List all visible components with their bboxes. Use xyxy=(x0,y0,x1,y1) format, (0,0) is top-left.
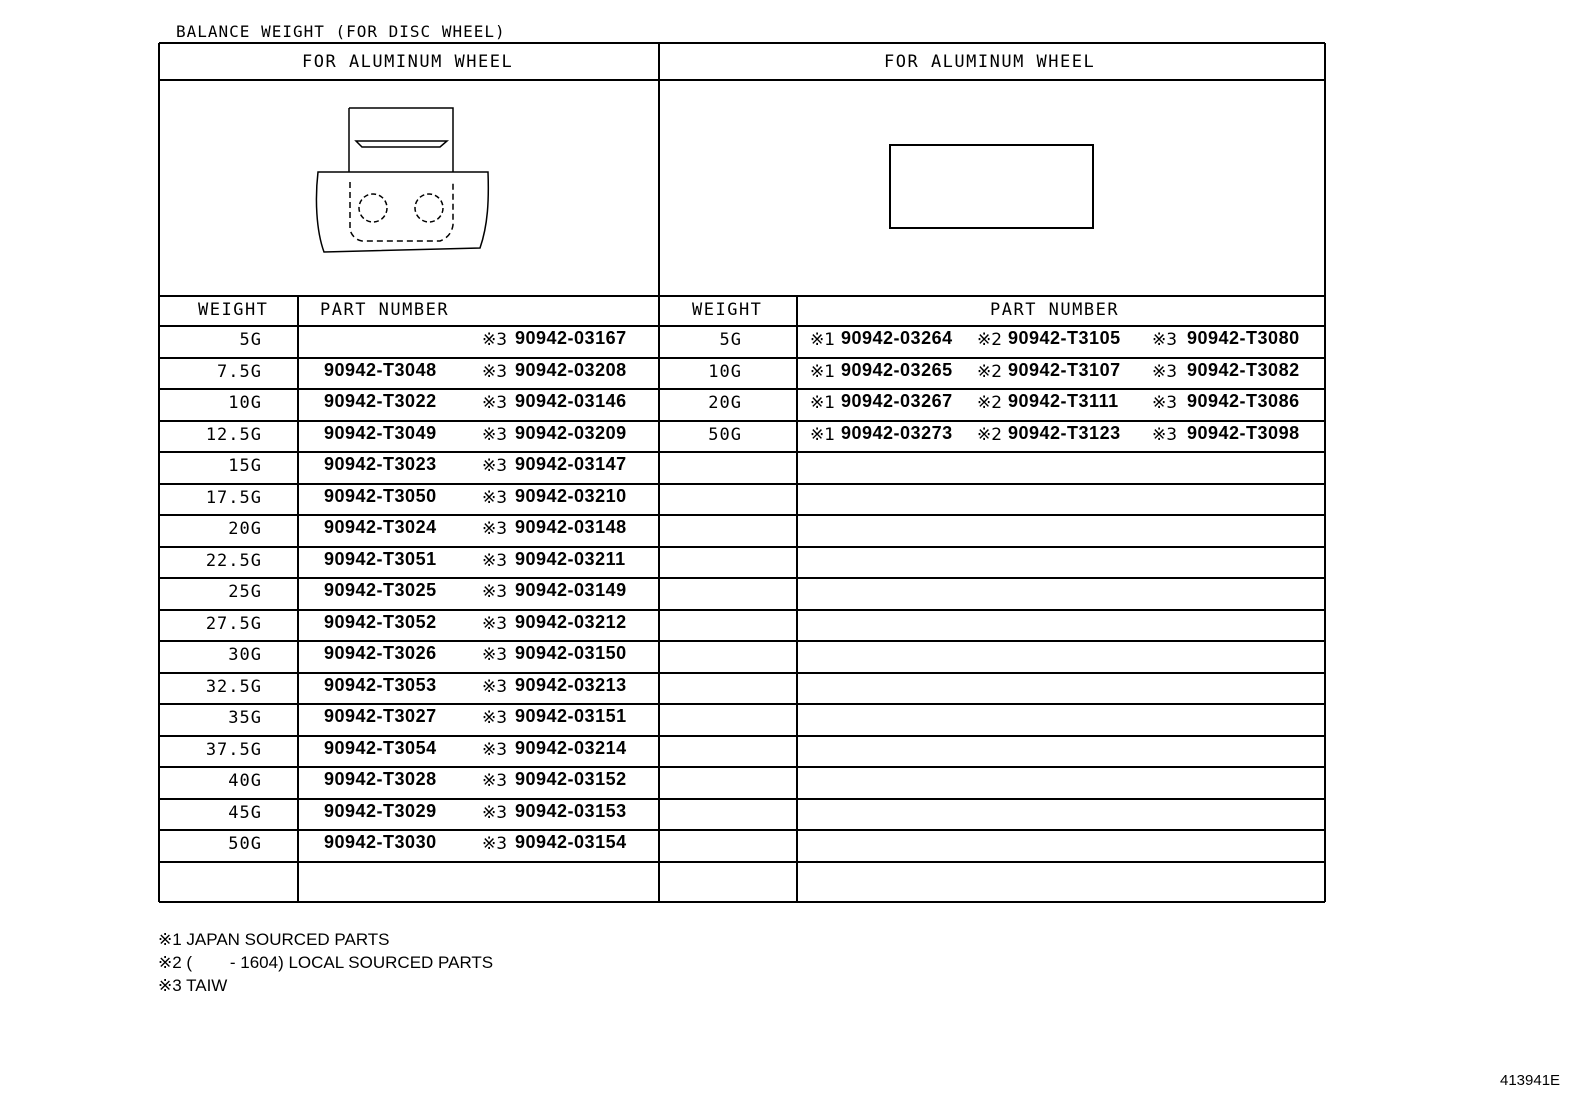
left-row-note-mark: ※3 xyxy=(482,551,508,571)
left-row-weight: 32.5G xyxy=(205,677,262,697)
right-row-note-mark-3: ※3 xyxy=(1152,330,1178,350)
left-row-note-mark: ※3 xyxy=(482,645,508,665)
left-row-note-mark: ※3 xyxy=(482,488,508,508)
left-row-alt-part-number: 90942-03213 xyxy=(515,675,627,695)
left-row-note-mark: ※3 xyxy=(482,834,508,854)
clip-on-weight-illustration xyxy=(316,108,488,252)
left-row-weight: 15G xyxy=(228,456,262,476)
right-col-part-header: PART NUMBER xyxy=(990,300,1120,320)
left-row-weight: 17.5G xyxy=(205,488,262,508)
left-row-part-number: 90942-T3028 xyxy=(324,769,437,789)
right-row-part-number-3: 90942-T3086 xyxy=(1187,391,1300,411)
left-row-note-mark: ※3 xyxy=(482,740,508,760)
left-row-weight: 37.5G xyxy=(205,740,262,760)
left-row-part-number: 90942-T3023 xyxy=(324,454,437,474)
left-row-alt-part-number: 90942-03151 xyxy=(515,706,627,726)
right-row-weight: 10G xyxy=(708,362,742,382)
right-row-note-mark-3: ※3 xyxy=(1152,393,1178,413)
left-row-alt-part-number: 90942-03210 xyxy=(515,486,627,506)
left-row-weight: 40G xyxy=(228,771,262,791)
left-row-note-mark: ※3 xyxy=(482,677,508,697)
left-row-alt-part-number: 90942-03208 xyxy=(515,360,627,380)
left-row-part-number: 90942-T3050 xyxy=(324,486,437,506)
diagram-title: BALANCE WEIGHT (FOR DISC WHEEL) xyxy=(176,22,506,41)
left-row-alt-part-number: 90942-03209 xyxy=(515,423,627,443)
right-row-part-number-3: 90942-T3080 xyxy=(1187,328,1300,348)
right-row-part-number-2: 90942-T3107 xyxy=(1008,360,1121,380)
left-row-alt-part-number: 90942-03149 xyxy=(515,580,627,600)
left-row-note-mark: ※3 xyxy=(482,771,508,791)
left-row-note-mark: ※3 xyxy=(482,614,508,634)
left-row-alt-part-number: 90942-03214 xyxy=(515,738,627,758)
left-row-weight: 25G xyxy=(228,582,262,602)
left-row-alt-part-number: 90942-03153 xyxy=(515,801,627,821)
left-row-alt-part-number: 90942-03212 xyxy=(515,612,627,632)
right-row-note-mark-2: ※2 xyxy=(977,362,1003,382)
right-row-note-mark-1: ※1 xyxy=(810,330,836,350)
right-row-part-number-3: 90942-T3082 xyxy=(1187,360,1300,380)
right-row-weight: 50G xyxy=(708,425,742,445)
left-row-note-mark: ※3 xyxy=(482,425,508,445)
left-row-weight: 10G xyxy=(228,393,262,413)
left-row-part-number: 90942-T3029 xyxy=(324,801,437,821)
right-row-part-number-2: 90942-T3105 xyxy=(1008,328,1121,348)
left-col-weight-header: WEIGHT xyxy=(198,300,269,320)
left-row-part-number: 90942-T3048 xyxy=(324,360,437,380)
left-section-heading: FOR ALUMINUM WHEEL xyxy=(302,52,514,72)
right-row-note-mark-2: ※2 xyxy=(977,425,1003,445)
left-row-alt-part-number: 90942-03146 xyxy=(515,391,627,411)
right-row-part-number-3: 90942-T3098 xyxy=(1187,423,1300,443)
footnote-1: ※1 JAPAN SOURCED PARTS xyxy=(158,930,390,949)
right-row-part-number-1: 90942-03267 xyxy=(841,391,953,411)
left-row-alt-part-number: 90942-03211 xyxy=(515,549,626,569)
left-row-part-number: 90942-T3051 xyxy=(324,549,437,569)
right-row-note-mark-2: ※2 xyxy=(977,330,1003,350)
right-row-note-mark-3: ※3 xyxy=(1152,362,1178,382)
left-row-part-number: 90942-T3049 xyxy=(324,423,437,443)
right-row-note-mark-3: ※3 xyxy=(1152,425,1178,445)
left-row-part-number: 90942-T3052 xyxy=(324,612,437,632)
right-row-note-mark-1: ※1 xyxy=(810,425,836,445)
footnote-3: ※3 TAIW xyxy=(158,976,228,995)
left-row-part-number: 90942-T3025 xyxy=(324,580,437,600)
left-row-note-mark: ※3 xyxy=(482,803,508,823)
right-row-part-number-2: 90942-T3111 xyxy=(1008,391,1119,411)
left-col-part-header: PART NUMBER xyxy=(320,300,450,320)
left-row-alt-part-number: 90942-03150 xyxy=(515,643,627,663)
left-row-note-mark: ※3 xyxy=(482,519,508,539)
left-row-note-mark: ※3 xyxy=(482,456,508,476)
left-row-part-number: 90942-T3053 xyxy=(324,675,437,695)
left-row-note-mark: ※3 xyxy=(482,330,508,350)
left-row-weight: 5G xyxy=(239,330,262,350)
left-row-weight: 22.5G xyxy=(205,551,262,571)
left-row-weight: 30G xyxy=(228,645,262,665)
left-row-part-number: 90942-T3022 xyxy=(324,391,437,411)
left-row-note-mark: ※3 xyxy=(482,362,508,382)
left-row-part-number: 90942-T3027 xyxy=(324,706,437,726)
adhesive-weight-illustration xyxy=(890,145,1093,228)
left-row-part-number: 90942-T3030 xyxy=(324,832,437,852)
right-row-note-mark-1: ※1 xyxy=(810,393,836,413)
left-row-weight: 20G xyxy=(228,519,262,539)
right-row-part-number-1: 90942-03264 xyxy=(841,328,953,348)
left-row-note-mark: ※3 xyxy=(482,393,508,413)
right-row-weight: 20G xyxy=(708,393,742,413)
left-row-weight: 7.5G xyxy=(217,362,262,382)
left-row-note-mark: ※3 xyxy=(482,708,508,728)
left-row-weight: 35G xyxy=(228,708,262,728)
left-row-part-number: 90942-T3054 xyxy=(324,738,437,758)
left-row-part-number: 90942-T3026 xyxy=(324,643,437,663)
right-row-part-number-1: 90942-03265 xyxy=(841,360,953,380)
left-row-weight: 12.5G xyxy=(205,425,262,445)
footnote-2: ※2 ( - 1604) LOCAL SOURCED PARTS xyxy=(158,953,494,972)
left-row-part-number: 90942-T3024 xyxy=(324,517,437,537)
left-row-alt-part-number: 90942-03167 xyxy=(515,328,627,348)
right-col-weight-header: WEIGHT xyxy=(692,300,763,320)
right-row-weight: 5G xyxy=(719,330,742,350)
right-row-part-number-1: 90942-03273 xyxy=(841,423,953,443)
left-row-alt-part-number: 90942-03147 xyxy=(515,454,627,474)
left-row-weight: 45G xyxy=(228,803,262,823)
right-row-note-mark-2: ※2 xyxy=(977,393,1003,413)
left-row-weight: 27.5G xyxy=(205,614,262,634)
right-section-heading: FOR ALUMINUM WHEEL xyxy=(884,52,1096,72)
footnotes xyxy=(158,928,493,997)
left-row-alt-part-number: 90942-03152 xyxy=(515,769,627,789)
right-row-part-number-2: 90942-T3123 xyxy=(1008,423,1121,443)
left-row-note-mark: ※3 xyxy=(482,582,508,602)
right-row-note-mark-1: ※1 xyxy=(810,362,836,382)
illustration-reference-code: 413941E xyxy=(1500,1072,1561,1089)
left-row-alt-part-number: 90942-03154 xyxy=(515,832,627,852)
left-row-alt-part-number: 90942-03148 xyxy=(515,517,627,537)
left-row-weight: 50G xyxy=(228,834,262,854)
